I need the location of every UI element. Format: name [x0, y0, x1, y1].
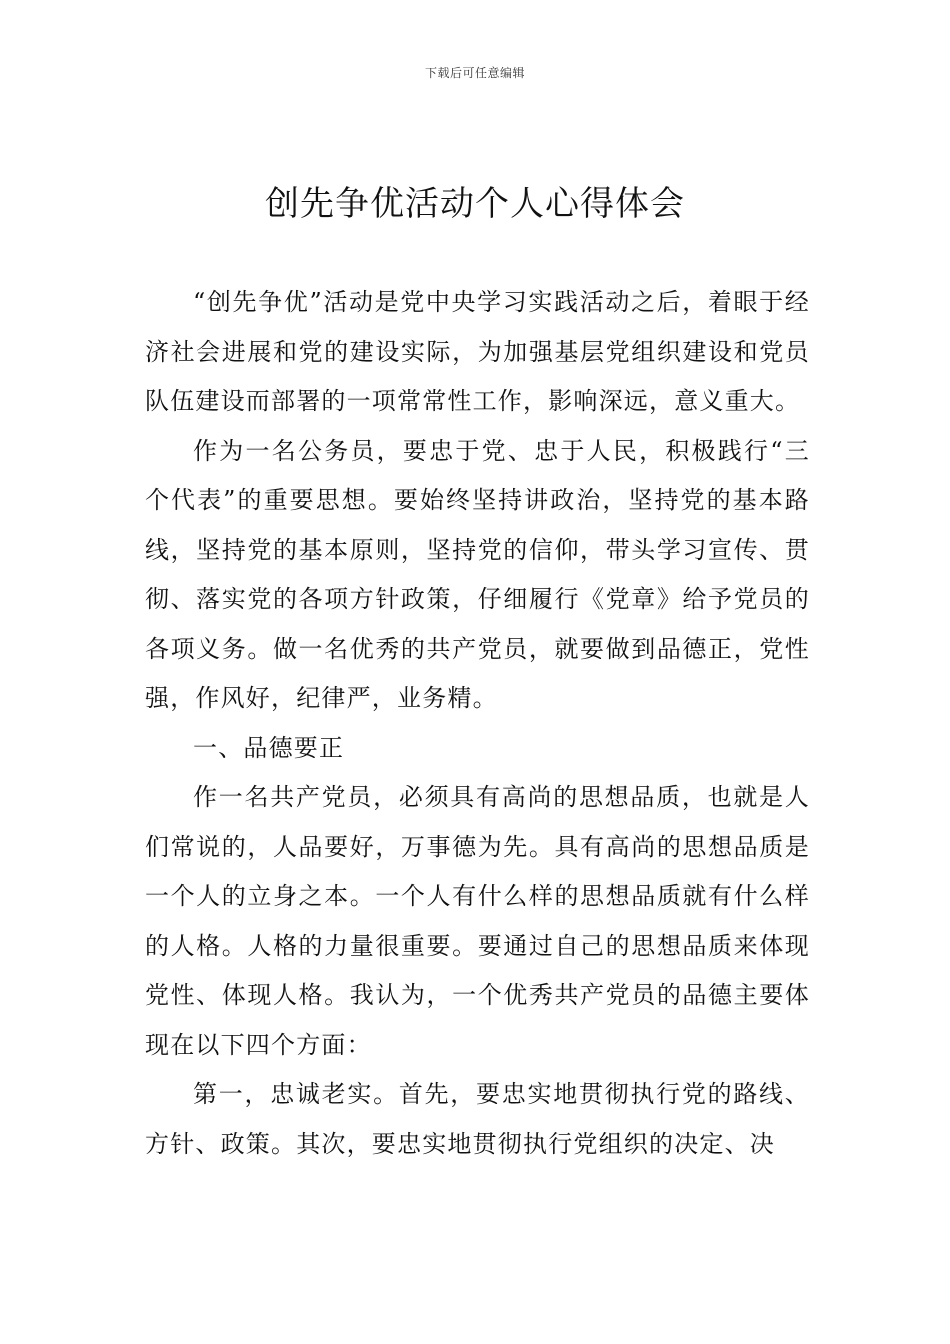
paragraph-loyalty: 第一，忠诚老实。首先，要忠实地贯彻执行党的路线、方针、政策。其次，要忠实地贯彻执行党组织的决定、决 [145, 1080, 810, 1158]
paragraph-morality: 作一名共产党员，必须具有高尚的思想品质，也就是人们常说的，人品要好，万事德为先。具有高尚的思想品质是一个人的立身之本。一个人有什么样的思想品质就有什么样的人格。人格的力量很重要。要通过自己的思想品质来体现党性、体现人格。我认为，一个优秀共产党员的品德主要体现在以下四个方面： [145, 783, 810, 1059]
paragraph-intro: “创先争优”活动是党中央学习实践活动之后，着眼于经济社会进展和党的建设实际，为加强基层党组织建设和党员队伍建设而部署的一项常常性工作，影响深远，意义重大。 [145, 288, 810, 415]
header-note: 下载后可任意编辑 [424, 66, 525, 80]
paragraph-civil-servant: 作为一名公务员，要忠于党、忠于人民，积极践行“三个代表”的重要思想。要始终坚持讲政治，坚持党的基本路线，坚持党的基本原则，坚持党的信仰，带头学习宣传、贯彻、落实党的各项方针政策，仔细履行《党章》给予党员的各项义务。做一名优秀的共产党员，就要做到品德正，党性强，作风好，纪律严，业务精。 [145, 436, 810, 712]
document-title: 创先争优活动个人心得体会 [265, 184, 685, 224]
document-body [145, 278, 810, 1169]
section-heading-morality: 一、品德要正 [193, 733, 345, 762]
